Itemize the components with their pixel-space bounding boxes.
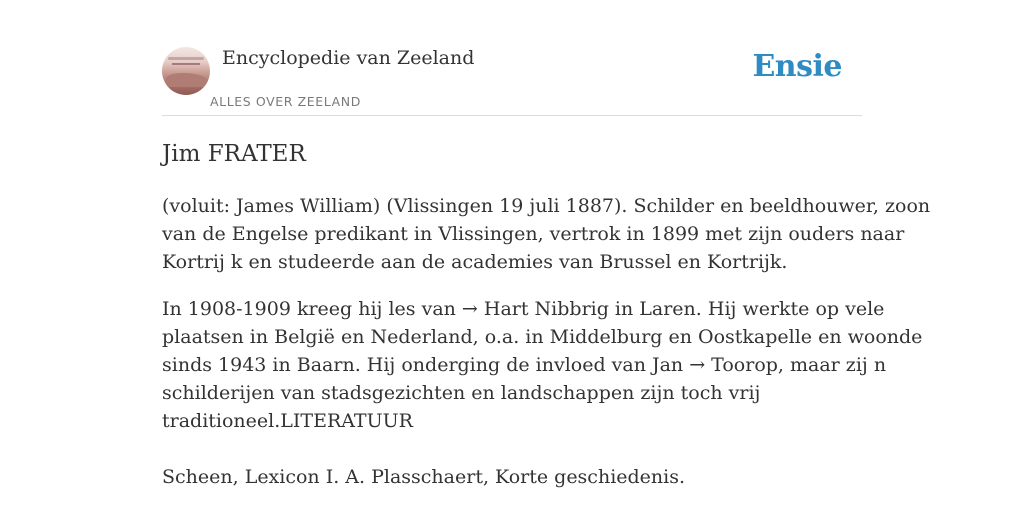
paragraph-2-line-3: sinds 1943 in Baarn. Hij onderging de invloed van Jan → Toorop, maar zij n bbox=[162, 354, 887, 376]
paragraph-2-line-4: schilderijen van stadsgezichten en landschappen zijn toch vrij bbox=[162, 382, 761, 404]
paragraph-2-line-2: plaatsen in België en Nederland, o.a. in Middelburg en Oostkapelle en woonde bbox=[162, 326, 923, 348]
literature-reference: Scheen, Lexicon I. A. Plasschaert, Korte geschiedenis. bbox=[162, 466, 686, 488]
site-title[interactable]: Encyclopedie van Zeeland bbox=[222, 47, 475, 69]
site-logo-avatar[interactable] bbox=[162, 47, 210, 95]
article-body bbox=[162, 192, 931, 491]
site-subtitle: ALLES OVER ZEELAND bbox=[210, 94, 361, 109]
paragraph-1-line-1: (voluit: James William) (Vlissingen 19 juli 1887). Schilder en beeldhouwer, zoon bbox=[162, 195, 931, 217]
paragraph-2-line-5: traditioneel.LITERATUUR bbox=[162, 410, 413, 432]
article-title: Jim FRATER bbox=[162, 141, 306, 167]
logo-detail bbox=[172, 63, 200, 65]
paragraph-2-line-1: In 1908-1909 kreeg hij les van → Hart Nibbrig in Laren. Hij werkte op vele bbox=[162, 298, 885, 320]
logo-detail bbox=[166, 73, 208, 87]
paragraph-1-line-3: Kortrij k en studeerde aan de academies van Brussel en Kortrijk. bbox=[162, 251, 788, 273]
ensie-brand-link[interactable]: Ensie bbox=[752, 49, 842, 84]
site-header bbox=[162, 44, 862, 116]
paragraph-1-line-2: van de Engelse predikant in Vlissingen, vertrok in 1899 met zijn ouders naar bbox=[162, 223, 905, 245]
logo-detail bbox=[168, 57, 204, 60]
